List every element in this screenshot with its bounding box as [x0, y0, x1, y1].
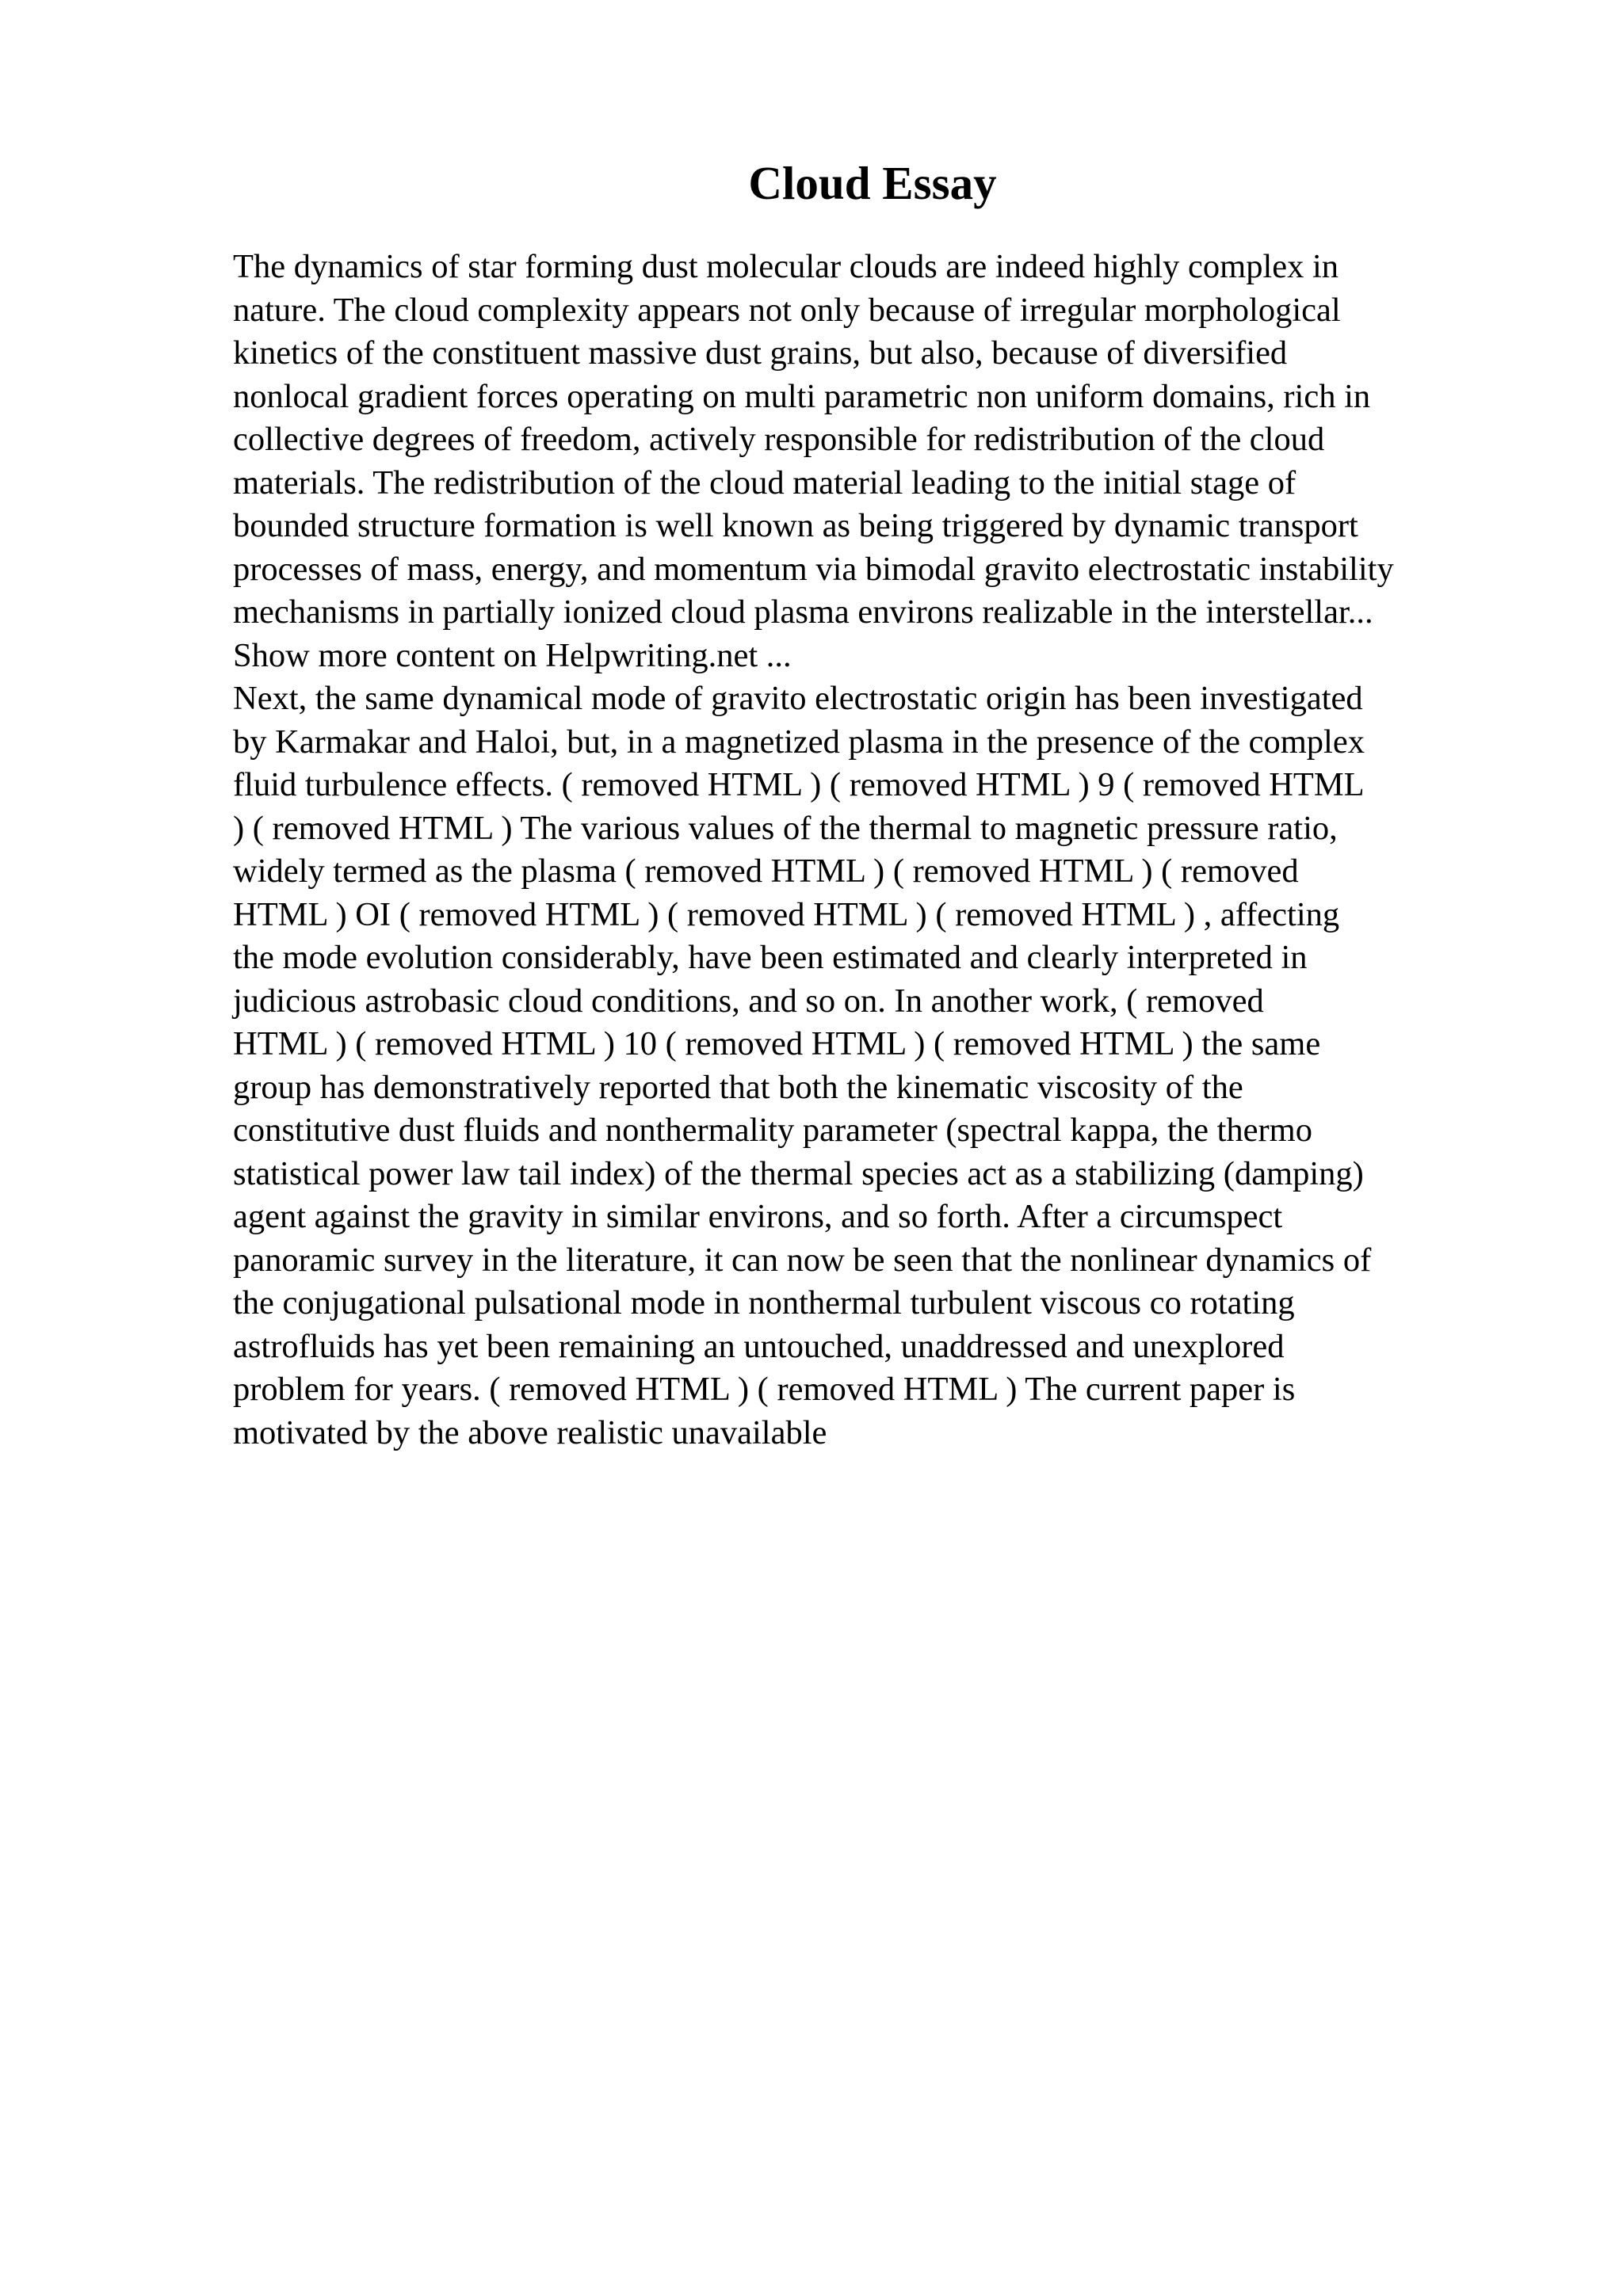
text-line: kinetics of the constituent massive dust grains, but also, because of diversified — [233, 334, 1288, 372]
text-line: HTML ) ( removed HTML ) 10 ( removed HTML ) ( removed HTML ) the same — [233, 1025, 1321, 1062]
text-line: nonlocal gradient forces operating on multi parametric non uniform domains, rich in — [233, 377, 1371, 415]
text-line: mechanisms in partially ionized cloud plasma environs realizable in the interstellar... — [233, 593, 1373, 631]
text-line: agent against the gravity in similar environs, and so forth. After a circumspect — [233, 1198, 1283, 1235]
text-line: group has demonstratively reported that both the kinematic viscosity of the — [233, 1068, 1243, 1106]
text-line: statistical power law tail index) of the thermal species act as a stabilizing (damping) — [233, 1154, 1364, 1192]
text-line: the conjugational pulsational mode in nonthermal turbulent viscous co rotating — [233, 1284, 1295, 1322]
text-line: HTML ) OI ( removed HTML ) ( removed HTML ) ( removed HTML ) , affecting — [233, 895, 1340, 933]
text-line: The dynamics of star forming dust molecular clouds are indeed highly complex in — [233, 248, 1339, 285]
text-line: bounded structure formation is well known as being triggered by dynamic transport — [233, 507, 1358, 544]
text-line: the mode evolution considerably, have been estimated and clearly interpreted in — [233, 939, 1308, 976]
document-body — [233, 246, 1533, 1455]
text-line: problem for years. ( removed HTML ) ( removed HTML ) The current paper is — [233, 1371, 1296, 1408]
text-line: collective degrees of freedom, actively responsible for redistribution of the cloud — [233, 421, 1325, 458]
text-line: widely termed as the plasma ( removed HTML ) ( removed HTML ) ( removed — [233, 852, 1299, 890]
document-title: Cloud Essay — [748, 157, 997, 209]
text-line: judicious astrobasic cloud conditions, and so on. In another work, ( removed — [233, 982, 1264, 1020]
text-line: constitutive dust fluids and nonthermality parameter (spectral kappa, the thermo — [233, 1112, 1312, 1149]
text-line: processes of mass, energy, and momentum via bimodal gravito electrostatic instability — [233, 550, 1394, 588]
text-line: by Karmakar and Haloi, but, in a magnetized plasma in the presence of the complex — [233, 723, 1365, 761]
text-line: Next, the same dynamical mode of gravito electrostatic origin has been investigated — [233, 680, 1363, 717]
text-line: motivated by the above realistic unavailable — [233, 1413, 827, 1451]
text-line: nature. The cloud complexity appears not only because of irregular morphological — [233, 291, 1341, 329]
show-more-line: Show more content on Helpwriting.net ... — [233, 636, 792, 674]
text-line: panoramic survey in the literature, it can now be seen that the nonlinear dynamics of — [233, 1241, 1372, 1279]
text-line: astrofluids has yet been remaining an untouched, unaddressed and unexplored — [233, 1327, 1285, 1365]
text-line: fluid turbulence effects. ( removed HTML ) ( removed HTML ) 9 ( removed HTML — [233, 766, 1365, 803]
text-line: materials. The redistribution of the cloud material leading to the initial stage of — [233, 463, 1296, 502]
text-line: ) ( removed HTML ) The various values of the thermal to magnetic pressure ratio, — [233, 809, 1338, 847]
